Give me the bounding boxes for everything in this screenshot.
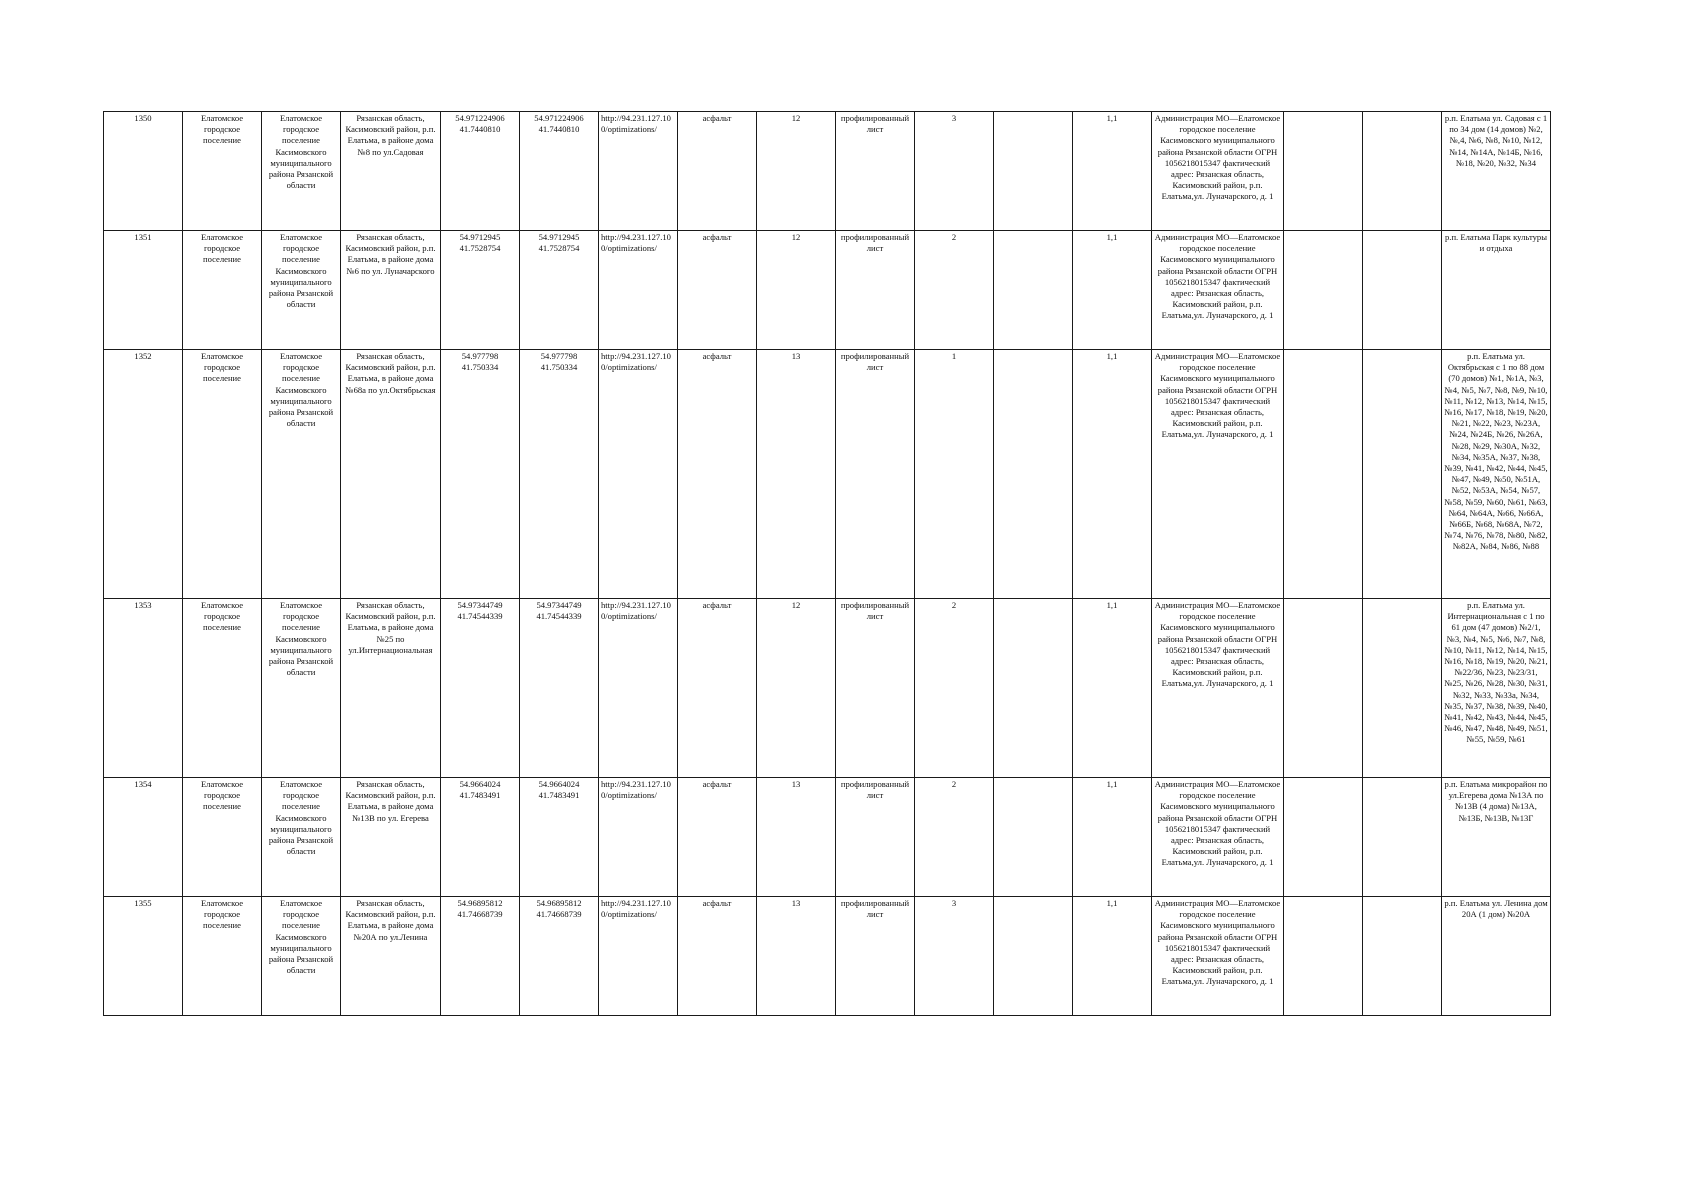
fence-cell: профилированный лист (836, 231, 915, 350)
fence-cell: профилированный лист (836, 112, 915, 231)
coordinates-cell: 54.96895812 41.74668739 (441, 897, 520, 1016)
empty-cell (1363, 778, 1442, 897)
owner-cell: Елатомское городское поселение Касимовского муниципального района Рязанской области (262, 231, 341, 350)
settlement-cell: Елатомское городское поселение (183, 350, 262, 599)
area-cell: 12 (757, 231, 836, 350)
surface-cell: асфальт (678, 897, 757, 1016)
row-number: 1355 (104, 897, 183, 1016)
settlement-cell: Елатомское городское поселение (183, 599, 262, 778)
table-row (104, 112, 1551, 231)
coordinates-cell-2: 54.96895812 41.74668739 (520, 897, 599, 1016)
address-cell: Рязанская область, Касимовский район, р.п. Елатьма, в районе дома №13В по ул. Егерева (341, 778, 441, 897)
empty-cell (1363, 350, 1442, 599)
empty-cell (994, 112, 1073, 231)
address-cell: Рязанская область, Касимовский район, р.п. Елатьма, в районе дома №8 по ул.Садовая (341, 112, 441, 231)
volume-cell: 1,1 (1073, 778, 1152, 897)
surface-cell: асфальт (678, 599, 757, 778)
area-cell: 13 (757, 897, 836, 1016)
row-number: 1354 (104, 778, 183, 897)
owner-cell: Елатомское городское поселение Касимовского муниципального района Рязанской области (262, 350, 341, 599)
address-cell: Рязанская область, Касимовский район, р.п. Елатьма, в районе дома №20А по ул.Ленина (341, 897, 441, 1016)
sources-cell: р.п. Елатьма ул. Октябрьская с 1 по 88 дом (70 домов) №1, №1А, №3, №4, №5, №7, №8, №9, №10, №11, №12, №13, №14, №15, №16, №17, №18, №19, №20, №21, №22, №23, №23А, №24, №24Б, №26, №26А, №28, №29, №30А, №32, №34, №35А, №37, №38, №39, №41, №42, №44, №45, №47, №49, №50, №51А, №52, №53А, №54, №57, №58, №59, №60, №61, №63, №64, №64А, №66, №66А, №66Б, №68, №68А, №72, №74, №76, №78, №80, №82, №82А, №84, №86, №88 (1442, 350, 1551, 599)
coordinates-cell-2: 54.97344749 41.74544339 (520, 599, 599, 778)
table-row (104, 231, 1551, 350)
row-number: 1351 (104, 231, 183, 350)
settlement-cell: Елатомское городское поселение (183, 897, 262, 1016)
area-cell: 13 (757, 778, 836, 897)
sources-cell: р.п. Елатьма Парк культуры и отдыха (1442, 231, 1551, 350)
surface-cell: асфальт (678, 231, 757, 350)
fence-cell: профилированный лист (836, 599, 915, 778)
empty-cell (1363, 599, 1442, 778)
owner-cell: Елатомское городское поселение Касимовского муниципального района Рязанской области (262, 778, 341, 897)
map-link-cell[interactable]: http://94.231.127.10 0/optimizations/ (599, 599, 678, 778)
empty-cell (994, 231, 1073, 350)
coordinates-cell-2: 54.971224906 41.7440810 (520, 112, 599, 231)
sources-cell: р.п. Елатьма ул. Интернациональная с 1 по 61 дом (47 домов) №2/1, №3, №4, №5, №6, №7, №8, №10, №11, №12, №14, №15, №16, №18, №19, №20, №21, №22/36, №23, №23/31, №25, №26, №28, №30, №31, №32, №33, №33а, №34, №35, №37, №38, №39, №40, №41, №42, №43, №44, №45, №46, №47, №48, №49, №51, №55, №59, №61 (1442, 599, 1551, 778)
map-link-cell[interactable]: http://94.231.127.10 0/optimizations/ (599, 897, 678, 1016)
empty-cell (1284, 231, 1363, 350)
admin-cell: Администрация МО—Елатомское городское поселение Касимовского муниципального района Рязанской области ОГРН 1056218015347 фактический адрес: Рязанская область, Касимовский район, р.п. Елатьма,ул. Луначарского, д. 1 (1152, 350, 1284, 599)
row-number: 1352 (104, 350, 183, 599)
row-number: 1350 (104, 112, 183, 231)
volume-cell: 1,1 (1073, 112, 1152, 231)
empty-cell (994, 897, 1073, 1016)
map-link-cell[interactable]: http://94.231.127.10 0/optimizations/ (599, 112, 678, 231)
empty-cell (1363, 897, 1442, 1016)
fence-cell: профилированный лист (836, 778, 915, 897)
settlement-cell: Елатомское городское поселение (183, 112, 262, 231)
empty-cell (1284, 350, 1363, 599)
admin-cell: Администрация МО—Елатомское городское поселение Касимовского муниципального района Рязанской области ОГРН 1056218015347 фактический адрес: Рязанская область, Касимовский район, р.п. Елатьма,ул. Луначарского, д. 1 (1152, 112, 1284, 231)
containers-cell: 2 (915, 231, 994, 350)
empty-cell (1284, 897, 1363, 1016)
empty-cell (1284, 599, 1363, 778)
area-cell: 12 (757, 112, 836, 231)
containers-cell: 2 (915, 599, 994, 778)
map-link-cell[interactable]: http://94.231.127.10 0/optimizations/ (599, 350, 678, 599)
containers-cell: 3 (915, 112, 994, 231)
fence-cell: профилированный лист (836, 350, 915, 599)
owner-cell: Елатомское городское поселение Касимовского муниципального района Рязанской области (262, 112, 341, 231)
map-link-cell[interactable]: http://94.231.127.10 0/optimizations/ (599, 231, 678, 350)
surface-cell: асфальт (678, 350, 757, 599)
row-number: 1353 (104, 599, 183, 778)
table-row (104, 599, 1551, 778)
table-row (104, 778, 1551, 897)
registry-table (103, 111, 1551, 1016)
coordinates-cell-2: 54.9712945 41.7528754 (520, 231, 599, 350)
settlement-cell: Елатомское городское поселение (183, 231, 262, 350)
empty-cell (1284, 778, 1363, 897)
table-row (104, 897, 1551, 1016)
coordinates-cell: 54.9712945 41.7528754 (441, 231, 520, 350)
sources-cell: р.п. Елатьма ул. Ленина дом 20А (1 дом) №20А (1442, 897, 1551, 1016)
table-row (104, 350, 1551, 599)
owner-cell: Елатомское городское поселение Касимовского муниципального района Рязанской области (262, 599, 341, 778)
admin-cell: Администрация МО—Елатомское городское поселение Касимовского муниципального района Рязанской области ОГРН 1056218015347 фактический адрес: Рязанская область, Касимовский район, р.п. Елатьма,ул. Луначарского, д. 1 (1152, 599, 1284, 778)
surface-cell: асфальт (678, 778, 757, 897)
empty-cell (994, 599, 1073, 778)
coordinates-cell-2: 54.9664024 41.7483491 (520, 778, 599, 897)
sources-cell: р.п. Елатьма микрорайон по ул.Егерева дома №13А по №13В (4 дома) №13А, №13Б, №13В, №13Г (1442, 778, 1551, 897)
volume-cell: 1,1 (1073, 350, 1152, 599)
owner-cell: Елатомское городское поселение Касимовского муниципального района Рязанской области (262, 897, 341, 1016)
containers-cell: 1 (915, 350, 994, 599)
coordinates-cell: 54.977798 41.750334 (441, 350, 520, 599)
coordinates-cell-2: 54.977798 41.750334 (520, 350, 599, 599)
address-cell: Рязанская область, Касимовский район, р.п. Елатьма, в районе дома №6 по ул. Луначарского (341, 231, 441, 350)
empty-cell (994, 778, 1073, 897)
admin-cell: Администрация МО—Елатомское городское поселение Касимовского муниципального района Рязанской области ОГРН 1056218015347 фактический адрес: Рязанская область, Касимовский район, р.п. Елатьма,ул. Луначарского, д. 1 (1152, 231, 1284, 350)
area-cell: 13 (757, 350, 836, 599)
empty-cell (994, 350, 1073, 599)
coordinates-cell: 54.971224906 41.7440810 (441, 112, 520, 231)
volume-cell: 1,1 (1073, 599, 1152, 778)
address-cell: Рязанская область, Касимовский район, р.п. Елатьма, в районе дома №25 по ул.Интернациональная (341, 599, 441, 778)
fence-cell: профилированный лист (836, 897, 915, 1016)
admin-cell: Администрация МО—Елатомское городское поселение Касимовского муниципального района Рязанской области ОГРН 1056218015347 фактический адрес: Рязанская область, Касимовский район, р.п. Елатьма,ул. Луначарского, д. 1 (1152, 897, 1284, 1016)
settlement-cell: Елатомское городское поселение (183, 778, 262, 897)
surface-cell: асфальт (678, 112, 757, 231)
admin-cell: Администрация МО—Елатомское городское поселение Касимовского муниципального района Рязанской области ОГРН 1056218015347 фактический адрес: Рязанская область, Касимовский район, р.п. Елатьма,ул. Луначарского, д. 1 (1152, 778, 1284, 897)
sources-cell: р.п. Елатьма ул. Садовая с 1 по 34 дом (14 домов) №2, №,4, №6, №8, №10, №12, №14, №14А, №14Б, №16, №18, №20, №32, №34 (1442, 112, 1551, 231)
coordinates-cell: 54.9664024 41.7483491 (441, 778, 520, 897)
empty-cell (1284, 112, 1363, 231)
volume-cell: 1,1 (1073, 897, 1152, 1016)
coordinates-cell: 54.97344749 41.74544339 (441, 599, 520, 778)
empty-cell (1363, 112, 1442, 231)
area-cell: 12 (757, 599, 836, 778)
containers-cell: 2 (915, 778, 994, 897)
map-link-cell[interactable]: http://94.231.127.10 0/optimizations/ (599, 778, 678, 897)
empty-cell (1363, 231, 1442, 350)
containers-cell: 3 (915, 897, 994, 1016)
address-cell: Рязанская область, Касимовский район, р.п. Елатьма, в районе дома №68а по ул.Октябрьская (341, 350, 441, 599)
volume-cell: 1,1 (1073, 231, 1152, 350)
